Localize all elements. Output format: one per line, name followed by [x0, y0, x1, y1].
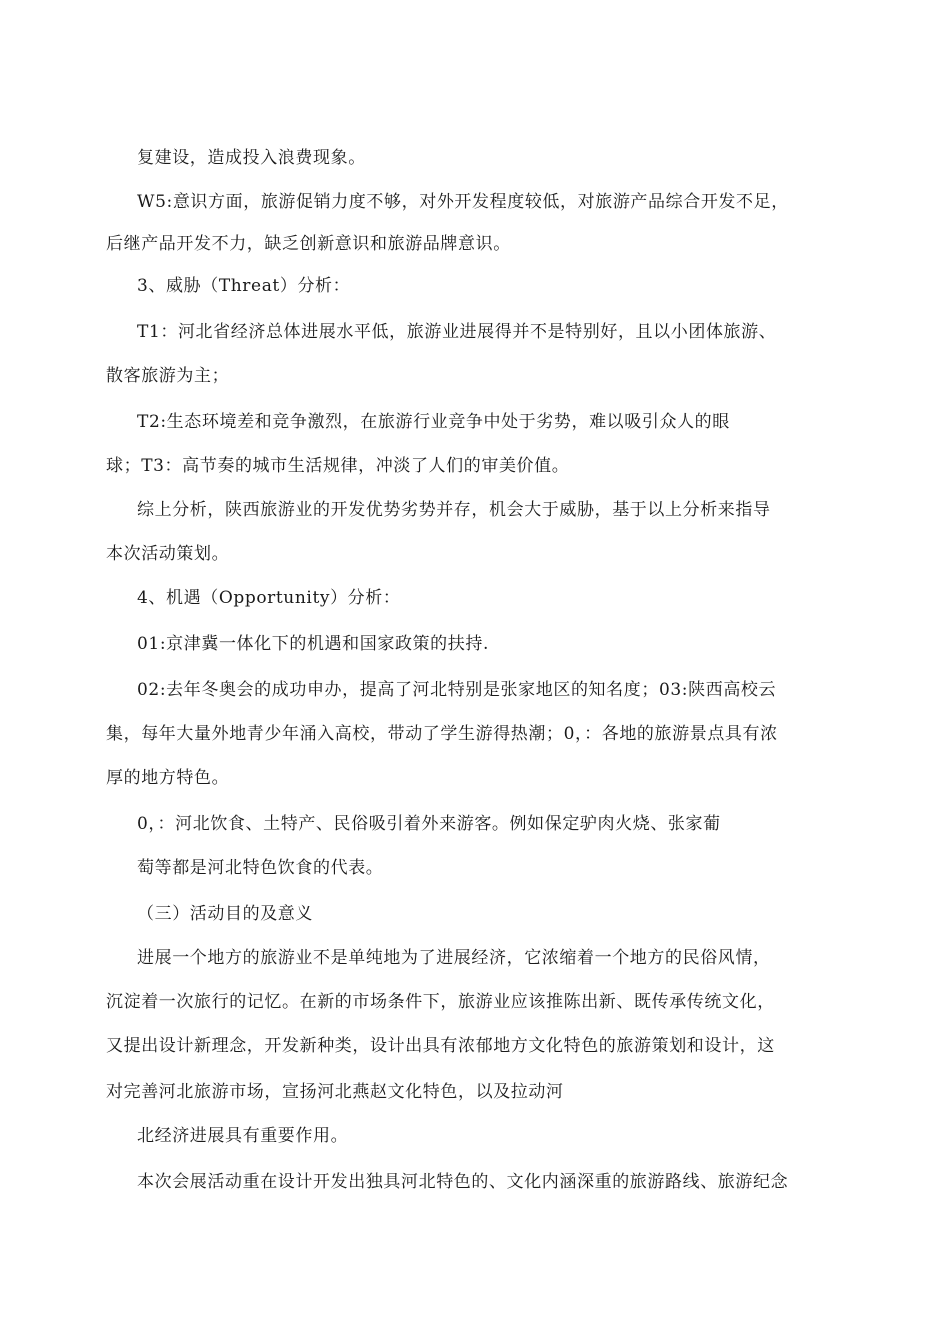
text-line: T2:生态环境差和竞争激烈，在旅游行业竞争中处于劣势，难以吸引众人的眼	[137, 412, 730, 432]
text-line: 萄等都是河北特色饮食的代表。	[137, 858, 384, 878]
text-line: 对完善河北旅游市场，宣扬河北燕赵文化特色，以及拉动河	[106, 1082, 564, 1102]
text-line: T1：河北省经济总体进展水平低，旅游业进展得并不是特别好，且以小团体旅游、	[137, 322, 777, 342]
text-line: 球；T3：高节奏的城市生活规律，冲淡了人们的审美价值。	[106, 456, 570, 476]
text-line: 0，：河北饮食、土特产、民俗吸引着外来游客。例如保定驴肉火烧、张家葡	[137, 814, 721, 834]
text-line: 进展一个地方的旅游业不是单纯地为了进展经济，它浓缩着一个地方的民俗风情，	[137, 948, 771, 968]
text-line: W5:意识方面，旅游促销力度不够，对外开发程度较低，对旅游产品综合开发不足，	[137, 192, 789, 212]
text-line: 后继产品开发不力，缺乏创新意识和旅游品牌意识。	[106, 234, 511, 254]
text-line: 集，每年大量外地青少年涌入高校，带动了学生游得热潮；0，：各地的旅游景点具有浓	[106, 724, 778, 744]
text-line: 沉淀着一次旅行的记忆。在新的市场条件下，旅游业应该推陈出新、既传承传统文化，	[106, 992, 775, 1012]
section-heading: 4、机遇（Opportunity）分析：	[137, 588, 401, 608]
text-line: 又提出设计新理念，开发新种类，设计出具有浓郁地方文化特色的旅游策划和设计，这	[106, 1036, 775, 1056]
text-line: 本次活动策划。	[106, 544, 230, 564]
section-heading: （三）活动目的及意义	[137, 904, 313, 924]
text-line: 01:京津冀一体化下的机遇和国家政策的扶持.	[137, 634, 489, 654]
text-line: 02:去年冬奥会的成功申办，提高了河北特别是张家地区的知名度；03:陕西高校云	[137, 680, 777, 700]
section-heading: 3、威胁（Threat）分析：	[137, 276, 351, 296]
text-line: 综上分析，陕西旅游业的开发优势劣势并存，机会大于威胁，基于以上分析来指导	[137, 500, 771, 520]
text-line: 本次会展活动重在设计开发出独具河北特色的、文化内涵深重的旅游路线、旅游纪念	[137, 1172, 789, 1192]
text-line: 散客旅游为主；	[106, 366, 230, 386]
text-line: 北经济进展具有重要作用。	[137, 1126, 349, 1146]
text-line: 厚的地方特色。	[106, 768, 230, 788]
text-line: 复建设，造成投入浪费现象。	[137, 148, 366, 168]
